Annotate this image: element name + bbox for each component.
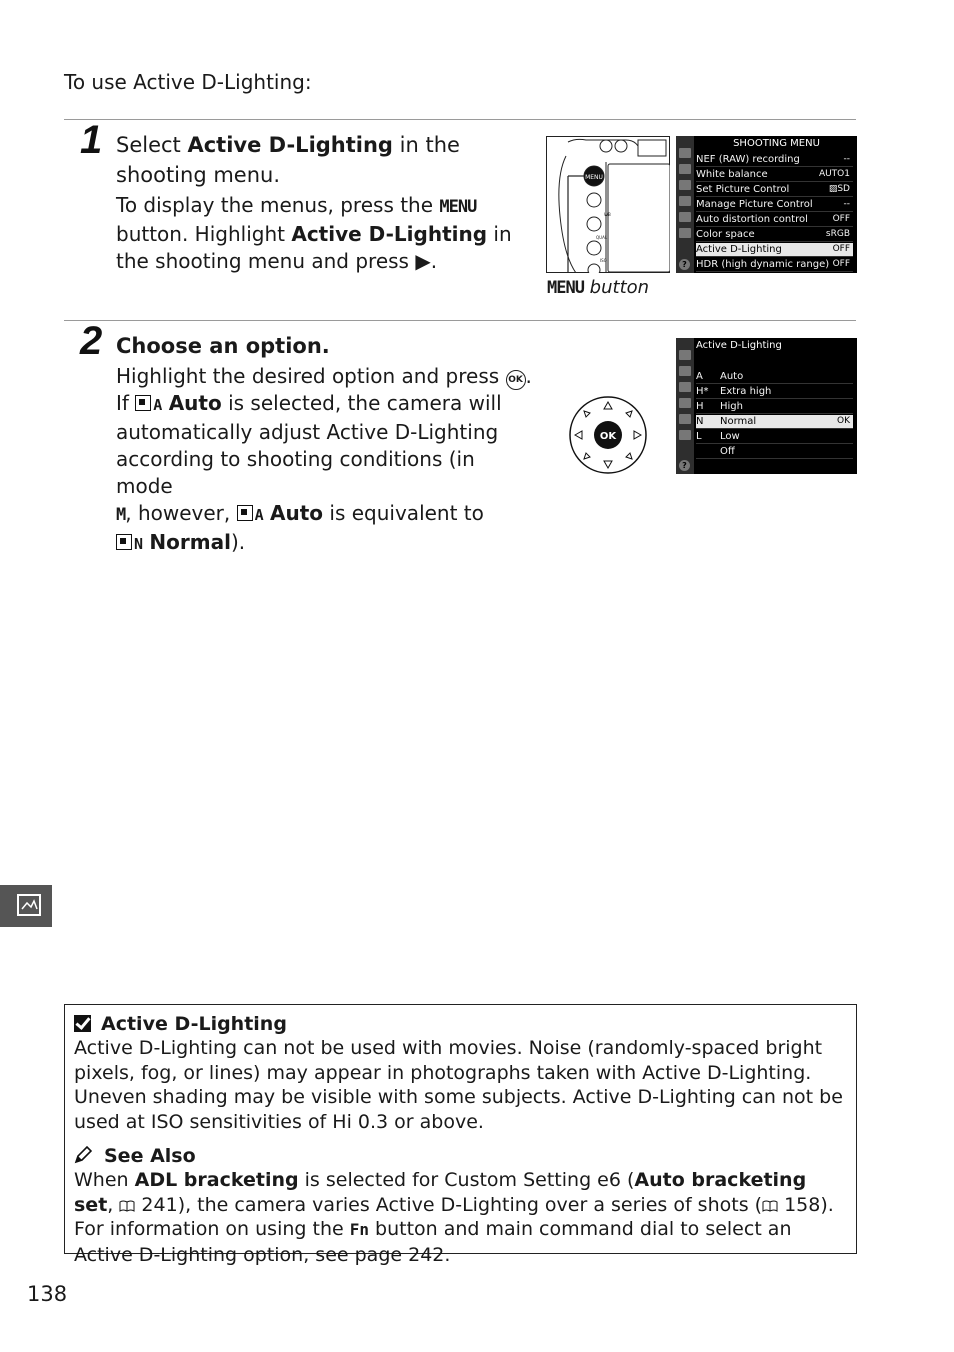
intro-text: To use Active D-Lighting: <box>64 70 312 94</box>
svg-text:WB: WB <box>604 212 611 217</box>
adl-option-code: L <box>696 431 702 442</box>
adl-option-code: H* <box>696 386 709 397</box>
ok-label: OK <box>599 431 617 442</box>
menu-button-glyph: MENU <box>439 197 477 217</box>
menu-item[interactable] <box>696 183 853 197</box>
retouch-icon <box>679 212 691 222</box>
adl-option[interactable] <box>696 400 853 414</box>
camera-body-drawing <box>546 136 670 273</box>
page-number: 138 <box>27 1282 68 1306</box>
wrench-icon <box>679 196 691 206</box>
book-icon <box>119 1200 135 1212</box>
menu-item-label: Set Picture Control <box>696 184 790 195</box>
caution-check-icon <box>74 1015 91 1032</box>
adl-option-label: Normal <box>720 416 757 427</box>
my-menu-icon <box>679 430 691 440</box>
mode-m-glyph: M <box>116 505 126 525</box>
menu-item[interactable] <box>696 168 853 182</box>
adl-option-label: Auto <box>720 371 744 382</box>
svg-text:MENU: MENU <box>585 174 603 181</box>
see-also-note <box>74 1145 849 1267</box>
caution-note <box>74 1013 846 1134</box>
adl-option[interactable] <box>696 445 853 459</box>
chapter-tab <box>0 885 52 927</box>
camera-icon <box>679 164 691 174</box>
playback-icon <box>679 350 691 360</box>
my-menu-icon <box>679 228 691 238</box>
adl-option[interactable] <box>696 370 853 384</box>
svg-text:QUAL: QUAL <box>596 235 608 240</box>
menu-item-value: ▨SD <box>828 184 850 194</box>
shooting-menu-screen <box>676 136 857 273</box>
adl-menu-title: Active D-Lighting <box>696 340 782 351</box>
multi-selector-illustration <box>568 395 648 475</box>
menu-item[interactable] <box>696 258 853 272</box>
step-1-body: To display the menus, press the MENU button. Highlight Active D-Lighting in the shooting menu and press ▶. <box>116 193 512 273</box>
menu-item-label: HDR (high dynamic range) <box>696 259 830 270</box>
adl-option-code: N <box>696 416 704 427</box>
svg-text:ISO: ISO <box>600 258 607 263</box>
step-2-content <box>116 331 536 558</box>
see-also-body: When ADL bracketing is selected for Custom Setting e6 (Auto bracketing set, 241), the camera varies Active D-Lighting over a series of shots ( 158). For information on using the Fn button and main command dial to select an Active D-Lighting option, see page 242. <box>74 1169 834 1266</box>
camera-back-illustration <box>546 136 670 273</box>
adl-normal-glyph: N <box>116 531 143 558</box>
menu-item-value: sRGB <box>825 229 850 239</box>
adl-option-label: Low <box>720 431 740 442</box>
playback-icon <box>679 148 691 158</box>
divider <box>64 119 856 120</box>
adl-option[interactable] <box>696 415 853 429</box>
help-icon: ? <box>679 259 690 270</box>
menu-button-caption: MENU button <box>547 277 650 298</box>
menu-item-value: -- <box>843 199 850 209</box>
menu-item-label: Active D-Lighting <box>696 244 782 255</box>
pencil-icon <box>74 1146 92 1164</box>
adl-icon <box>116 534 132 550</box>
adl-icon <box>237 505 253 521</box>
adl-option-label: High <box>720 401 743 412</box>
multi-selector-drawing <box>568 395 648 475</box>
menu-item-label: White balance <box>696 169 768 180</box>
menu-item[interactable] <box>696 228 853 242</box>
see-also-title: See Also <box>104 1145 196 1167</box>
pencil-icon <box>679 382 691 392</box>
wrench-icon <box>679 398 691 408</box>
menu-item-value: -- <box>843 154 850 164</box>
pencil-icon <box>679 180 691 190</box>
menu-item-value: AUTO1 <box>818 169 850 179</box>
menu-title: SHOOTING MENU <box>733 138 820 149</box>
retouch-icon <box>679 414 691 424</box>
step-number-1: 1 <box>80 118 103 162</box>
camera-icon <box>679 366 691 376</box>
shooting-menu-tab-icon <box>0 885 52 927</box>
adl-option-code: A <box>696 371 703 382</box>
menu-item[interactable] <box>696 213 853 227</box>
step-2-title: Choose an option. <box>116 334 330 358</box>
menu-item[interactable] <box>696 153 853 167</box>
menu-tabs <box>676 338 694 474</box>
adl-option[interactable] <box>696 385 853 399</box>
right-arrow-icon: ▶ <box>415 249 431 273</box>
adl-option-label: Extra high <box>720 386 772 397</box>
ok-badge: OK <box>837 416 850 426</box>
help-icon: ? <box>679 460 690 471</box>
book-icon <box>762 1200 778 1212</box>
adl-menu-screen <box>676 338 857 474</box>
menu-item-label: Manage Picture Control <box>696 199 813 210</box>
menu-item-value: OFF <box>832 214 850 224</box>
fn-button-glyph: Fn <box>349 1220 369 1239</box>
adl-icon <box>135 395 151 411</box>
step-2-body: Highlight the desired option and press OK . If A Auto is selected, the camera will automatically adjust Active D-Lighting according to shooting conditions (in mode M, however, A Auto is equivalent to N Normal). <box>116 363 536 558</box>
step-1-content <box>116 130 536 275</box>
adl-option-label: Off <box>720 446 735 457</box>
menu-item-label: Auto distortion control <box>696 214 808 225</box>
caution-title: Active D-Lighting <box>101 1013 287 1035</box>
caution-body: Active D-Lighting can not be used with movies. Noise (randomly-spaced bright pixels, fog, or lines) may appear in photographs taken with Active D-Lighting. Uneven shading may be visible with some subjects. Active D-Lighting can not be used at ISO sensitivities of Hi 0.3 or above. <box>74 1037 843 1133</box>
menu-item-label: Color space <box>696 229 755 240</box>
adl-option-code: H <box>696 401 704 412</box>
menu-tabs <box>676 136 694 273</box>
menu-item-label: NEF (RAW) recording <box>696 154 800 165</box>
adl-auto-glyph: A <box>135 392 162 419</box>
menu-item[interactable] <box>696 243 853 257</box>
menu-item-value: OFF <box>832 259 850 269</box>
ok-button-icon: OK <box>506 370 526 390</box>
notes-box <box>64 1004 857 1266</box>
step-number-2: 2 <box>80 319 103 363</box>
adl-auto-glyph: A <box>237 502 264 529</box>
adl-option[interactable] <box>696 430 853 444</box>
step-1-title: Select Active D-Lighting in the shooting menu. <box>116 133 460 187</box>
divider <box>64 320 856 321</box>
menu-item[interactable] <box>696 198 853 212</box>
menu-item-value: OFF <box>832 244 850 254</box>
